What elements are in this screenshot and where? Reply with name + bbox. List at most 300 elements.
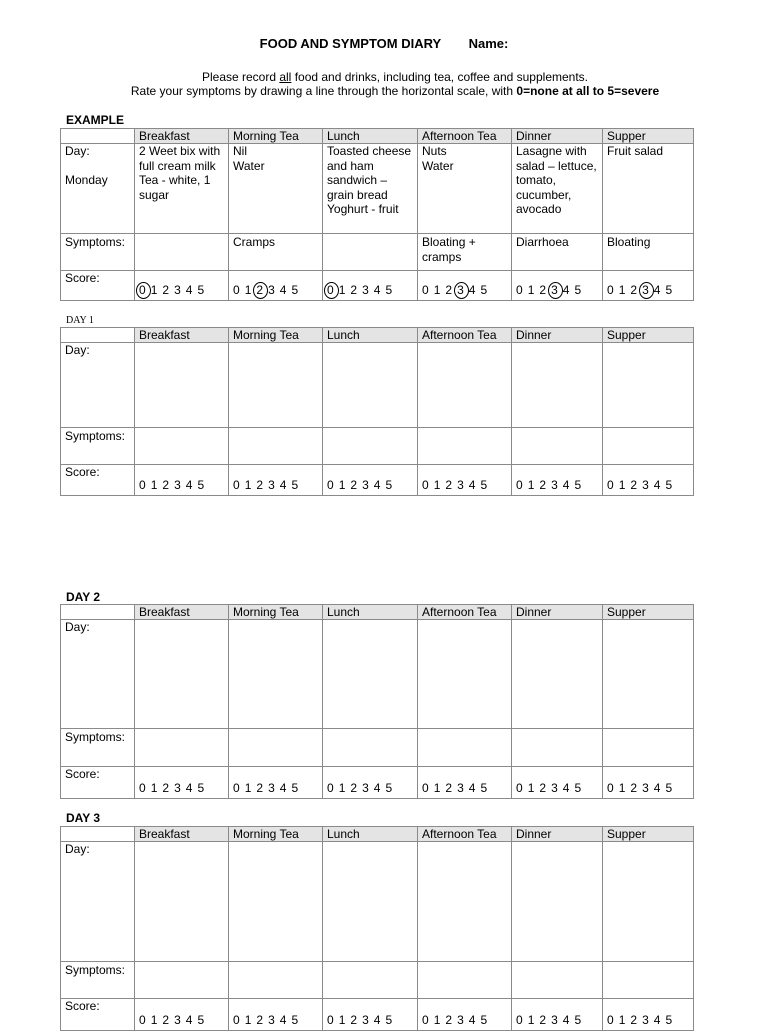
score-number-selected[interactable]: 3 bbox=[457, 283, 465, 298]
score-scale[interactable] bbox=[607, 478, 677, 493]
score-scale[interactable] bbox=[233, 781, 303, 796]
header-blank-cell bbox=[61, 827, 135, 842]
score-cell[interactable] bbox=[135, 271, 229, 301]
score-cell[interactable] bbox=[323, 465, 418, 496]
symptom-cell bbox=[229, 234, 323, 271]
score-number[interactable]: 5 bbox=[480, 283, 488, 298]
day-label: Day: bbox=[65, 144, 90, 158]
instruction-1-underlined: all bbox=[279, 70, 292, 84]
score-scale[interactable] bbox=[139, 283, 209, 298]
score-number[interactable]: 3 bbox=[642, 478, 650, 493]
column-header: Afternoon Tea bbox=[418, 827, 512, 842]
score-number[interactable]: 3 bbox=[362, 1013, 370, 1028]
column-header: Breakfast bbox=[135, 827, 229, 842]
score-number[interactable]: 4 bbox=[185, 283, 193, 298]
score-number[interactable]: 3 bbox=[642, 1013, 650, 1028]
score-scale[interactable] bbox=[233, 478, 303, 493]
score-number[interactable]: 0 bbox=[139, 781, 147, 796]
score-number[interactable]: 5 bbox=[665, 1013, 673, 1028]
food-entry-cell[interactable] bbox=[323, 343, 418, 428]
score-number[interactable]: 4 bbox=[562, 781, 570, 796]
score-cell[interactable] bbox=[512, 465, 603, 496]
score-number[interactable]: 2 bbox=[350, 1013, 358, 1028]
score-number[interactable]: 3 bbox=[551, 478, 559, 493]
food-entry-cell[interactable] bbox=[418, 620, 512, 729]
score-number[interactable]: 2 bbox=[256, 478, 264, 493]
score-number[interactable]: 2 bbox=[350, 283, 358, 298]
symptom-entry-cell[interactable] bbox=[603, 729, 694, 767]
score-number[interactable]: 5 bbox=[480, 1013, 488, 1028]
score-number[interactable]: 3 bbox=[174, 1013, 182, 1028]
score-scale[interactable] bbox=[327, 781, 397, 796]
score-scale[interactable] bbox=[516, 781, 586, 796]
score-number[interactable]: 2 bbox=[256, 781, 264, 796]
day-row bbox=[61, 144, 694, 234]
score-number[interactable]: 5 bbox=[665, 478, 673, 493]
score-cell[interactable] bbox=[135, 465, 229, 496]
score-number[interactable]: 3 bbox=[268, 283, 276, 298]
score-number[interactable]: 2 bbox=[256, 1013, 264, 1028]
score-scale[interactable] bbox=[422, 478, 492, 493]
score-number[interactable]: 2 bbox=[630, 781, 638, 796]
score-number[interactable]: 0 bbox=[607, 781, 615, 796]
day-label-cell bbox=[61, 144, 135, 234]
score-cell[interactable] bbox=[323, 271, 418, 301]
score-scale[interactable] bbox=[139, 478, 209, 493]
symptom-entry-cell[interactable] bbox=[512, 729, 603, 767]
food-entry-cell[interactable] bbox=[229, 620, 323, 729]
score-number[interactable]: 0 bbox=[327, 478, 335, 493]
symptom-entry-cell[interactable] bbox=[229, 428, 323, 465]
score-scale[interactable] bbox=[516, 283, 586, 298]
score-number[interactable]: 4 bbox=[373, 1013, 381, 1028]
score-number[interactable]: 0 bbox=[516, 781, 524, 796]
score-number[interactable]: 4 bbox=[185, 478, 193, 493]
score-cell[interactable] bbox=[229, 465, 323, 496]
score-number[interactable]: 3 bbox=[362, 283, 370, 298]
column-header: Afternoon Tea bbox=[418, 328, 512, 343]
symptom-entry-cell[interactable] bbox=[418, 962, 512, 999]
day-1-table bbox=[60, 327, 694, 496]
score-number[interactable]: 4 bbox=[653, 1013, 661, 1028]
score-number[interactable]: 4 bbox=[468, 478, 476, 493]
score-number[interactable]: 3 bbox=[174, 781, 182, 796]
score-number[interactable]: 2 bbox=[630, 283, 638, 298]
symptom-entry-cell[interactable] bbox=[229, 962, 323, 999]
symptom-entry-cell[interactable] bbox=[135, 962, 229, 999]
symptom-text: Diarrhoea bbox=[516, 235, 569, 249]
score-number[interactable]: 2 bbox=[539, 283, 547, 298]
score-number[interactable]: 0 bbox=[516, 1013, 524, 1028]
symptom-entry-cell[interactable] bbox=[323, 729, 418, 767]
score-number[interactable]: 3 bbox=[642, 781, 650, 796]
score-number[interactable]: 1 bbox=[244, 283, 252, 298]
score-number[interactable]: 1 bbox=[338, 1013, 346, 1028]
score-number[interactable]: 5 bbox=[385, 478, 393, 493]
score-number[interactable]: 2 bbox=[445, 781, 453, 796]
score-label: Score: bbox=[61, 271, 135, 301]
score-number[interactable]: 4 bbox=[279, 781, 287, 796]
score-scale[interactable] bbox=[607, 1013, 677, 1028]
column-header: Afternoon Tea bbox=[418, 605, 512, 620]
score-number[interactable]: 1 bbox=[618, 478, 626, 493]
score-number[interactable]: 0 bbox=[422, 478, 430, 493]
instruction-line-1 bbox=[0, 70, 768, 84]
score-scale[interactable] bbox=[139, 1013, 209, 1028]
food-entry-cell[interactable] bbox=[603, 620, 694, 729]
symptom-entry-cell[interactable] bbox=[418, 729, 512, 767]
score-number[interactable]: 0 bbox=[422, 283, 430, 298]
score-number[interactable]: 5 bbox=[385, 1013, 393, 1028]
score-number[interactable]: 0 bbox=[516, 283, 524, 298]
score-number[interactable]: 4 bbox=[373, 283, 381, 298]
score-cell[interactable] bbox=[603, 999, 694, 1031]
score-number[interactable]: 3 bbox=[457, 1013, 465, 1028]
symptom-cell bbox=[603, 234, 694, 271]
symptoms-row bbox=[61, 962, 694, 999]
score-number[interactable]: 2 bbox=[162, 478, 170, 493]
score-scale[interactable] bbox=[139, 781, 209, 796]
food-entry-cell[interactable] bbox=[512, 343, 603, 428]
score-number[interactable]: 3 bbox=[174, 478, 182, 493]
score-number[interactable]: 1 bbox=[433, 1013, 441, 1028]
symptom-entry-cell[interactable] bbox=[323, 962, 418, 999]
food-entry: Water bbox=[233, 158, 265, 173]
score-number[interactable]: 1 bbox=[527, 1013, 535, 1028]
score-number[interactable]: 5 bbox=[197, 478, 205, 493]
symptoms-row bbox=[61, 729, 694, 767]
score-number[interactable]: 4 bbox=[468, 1013, 476, 1028]
score-number[interactable]: 1 bbox=[433, 781, 441, 796]
score-number[interactable]: 2 bbox=[445, 1013, 453, 1028]
symptom-text: Bloating bbox=[607, 235, 651, 249]
score-cell[interactable] bbox=[418, 465, 512, 496]
score-number[interactable]: 3 bbox=[268, 1013, 276, 1028]
score-number[interactable]: 4 bbox=[373, 478, 381, 493]
score-number[interactable]: 5 bbox=[291, 478, 299, 493]
score-number[interactable]: 2 bbox=[539, 478, 547, 493]
score-number[interactable]: 3 bbox=[551, 781, 559, 796]
score-cell[interactable] bbox=[603, 271, 694, 301]
day-label-cell bbox=[61, 343, 135, 428]
symptom-text: Bloating + cramps bbox=[422, 235, 476, 264]
score-row bbox=[61, 271, 694, 301]
score-number[interactable]: 0 bbox=[607, 283, 615, 298]
score-number[interactable]: 1 bbox=[244, 478, 252, 493]
food-entry: Lasagne with salad – lettuce, tomato, cucumber, avocado bbox=[516, 144, 597, 217]
header-blank-cell bbox=[61, 328, 135, 343]
column-header: Afternoon Tea bbox=[418, 129, 512, 144]
score-cell[interactable] bbox=[512, 271, 603, 301]
symptoms-label: Symptoms: bbox=[65, 429, 126, 443]
score-number[interactable]: 1 bbox=[338, 781, 346, 796]
score-number[interactable]: 4 bbox=[279, 283, 287, 298]
column-header: Supper bbox=[603, 827, 694, 842]
score-number[interactable]: 1 bbox=[150, 283, 158, 298]
food-cell bbox=[135, 144, 229, 234]
day-label-cell bbox=[61, 842, 135, 962]
food-entry: Fruit salad bbox=[607, 144, 664, 158]
score-number[interactable]: 2 bbox=[539, 1013, 547, 1028]
food-entry-cell[interactable] bbox=[135, 343, 229, 428]
score-number[interactable]: 3 bbox=[174, 283, 182, 298]
score-row bbox=[61, 465, 694, 496]
score-number[interactable]: 5 bbox=[480, 478, 488, 493]
score-number[interactable]: 0 bbox=[233, 781, 241, 796]
score-number[interactable]: 5 bbox=[574, 1013, 582, 1028]
score-number[interactable]: 4 bbox=[279, 478, 287, 493]
symptom-cell bbox=[323, 234, 418, 271]
symptom-entry-cell[interactable] bbox=[512, 962, 603, 999]
score-cell[interactable] bbox=[229, 271, 323, 301]
symptom-entry-cell[interactable] bbox=[323, 428, 418, 465]
score-scale[interactable] bbox=[516, 1013, 586, 1028]
symptom-entry-cell[interactable] bbox=[418, 428, 512, 465]
symptoms-label-cell bbox=[61, 729, 135, 767]
score-number[interactable]: 4 bbox=[373, 781, 381, 796]
score-number[interactable]: 0 bbox=[327, 1013, 335, 1028]
score-number[interactable]: 1 bbox=[618, 1013, 626, 1028]
score-scale[interactable] bbox=[607, 283, 677, 298]
score-number[interactable]: 4 bbox=[653, 283, 661, 298]
symptoms-label-cell bbox=[61, 234, 135, 271]
score-row bbox=[61, 999, 694, 1031]
score-number[interactable]: 0 bbox=[233, 478, 241, 493]
score-cell[interactable] bbox=[229, 767, 323, 799]
day-row bbox=[61, 620, 694, 729]
score-number[interactable]: 2 bbox=[350, 478, 358, 493]
score-scale[interactable] bbox=[327, 478, 397, 493]
score-number[interactable]: 5 bbox=[574, 478, 582, 493]
score-row bbox=[61, 767, 694, 799]
score-number[interactable]: 4 bbox=[279, 1013, 287, 1028]
score-number[interactable]: 2 bbox=[630, 1013, 638, 1028]
instruction-2-pre: Rate your symptoms by drawing a line through the horizontal scale, with bbox=[130, 84, 517, 98]
symptoms-label: Symptoms: bbox=[65, 235, 126, 249]
score-number-selected[interactable]: 0 bbox=[139, 283, 147, 298]
food-entry-cell[interactable] bbox=[512, 620, 603, 729]
column-header: Supper bbox=[603, 328, 694, 343]
instruction-1-pre: Please record bbox=[201, 70, 280, 84]
score-cell[interactable] bbox=[418, 999, 512, 1031]
score-cell[interactable] bbox=[135, 999, 229, 1031]
food-entry-cell[interactable] bbox=[418, 842, 512, 962]
score-cell[interactable] bbox=[603, 465, 694, 496]
score-number[interactable]: 0 bbox=[139, 1013, 147, 1028]
score-number[interactable]: 4 bbox=[185, 1013, 193, 1028]
score-number[interactable]: 5 bbox=[480, 781, 488, 796]
column-header: Breakfast bbox=[135, 605, 229, 620]
score-number[interactable]: 2 bbox=[162, 1013, 170, 1028]
score-cell[interactable] bbox=[512, 999, 603, 1031]
score-number[interactable]: 3 bbox=[268, 781, 276, 796]
score-number[interactable]: 5 bbox=[574, 283, 582, 298]
symptom-entry-cell[interactable] bbox=[229, 729, 323, 767]
score-number[interactable]: 5 bbox=[574, 781, 582, 796]
score-number[interactable]: 2 bbox=[350, 781, 358, 796]
title-text: FOOD AND SYMPTOM DIARY bbox=[259, 36, 441, 51]
score-number[interactable]: 4 bbox=[185, 781, 193, 796]
score-number[interactable]: 0 bbox=[139, 478, 147, 493]
score-number[interactable]: 4 bbox=[562, 478, 570, 493]
symptom-cell bbox=[135, 234, 229, 271]
score-number[interactable]: 5 bbox=[385, 283, 393, 298]
score-number[interactable]: 3 bbox=[551, 1013, 559, 1028]
score-number[interactable]: 4 bbox=[653, 478, 661, 493]
score-number[interactable]: 2 bbox=[445, 478, 453, 493]
day-2-table bbox=[60, 604, 694, 799]
score-number[interactable]: 1 bbox=[433, 478, 441, 493]
score-number[interactable]: 4 bbox=[562, 283, 570, 298]
score-scale[interactable] bbox=[516, 478, 586, 493]
score-number[interactable]: 5 bbox=[197, 781, 205, 796]
score-number[interactable]: 0 bbox=[233, 283, 241, 298]
header-row bbox=[61, 827, 694, 842]
score-number[interactable]: 5 bbox=[291, 283, 299, 298]
score-number[interactable]: 1 bbox=[527, 283, 535, 298]
score-scale[interactable] bbox=[422, 283, 492, 298]
score-number[interactable]: 4 bbox=[468, 283, 476, 298]
score-number[interactable]: 0 bbox=[516, 478, 524, 493]
symptoms-row bbox=[61, 234, 694, 271]
day-label-cell bbox=[61, 620, 135, 729]
score-number[interactable]: 4 bbox=[562, 1013, 570, 1028]
symptom-entry-cell[interactable] bbox=[135, 729, 229, 767]
score-number[interactable]: 0 bbox=[327, 781, 335, 796]
symptom-entry-cell[interactable] bbox=[135, 428, 229, 465]
score-cell[interactable] bbox=[229, 999, 323, 1031]
score-number-selected[interactable]: 0 bbox=[327, 283, 335, 298]
food-entry: 2 Weet bix with full cream milk bbox=[139, 144, 221, 173]
column-header: Supper bbox=[603, 605, 694, 620]
score-number[interactable]: 1 bbox=[150, 478, 158, 493]
column-header: Morning Tea bbox=[229, 129, 323, 144]
food-cell bbox=[229, 144, 323, 234]
score-number[interactable]: 4 bbox=[653, 781, 661, 796]
score-number-selected[interactable]: 3 bbox=[551, 283, 559, 298]
score-number[interactable]: 1 bbox=[338, 478, 346, 493]
score-cell[interactable] bbox=[418, 271, 512, 301]
header-blank-cell bbox=[61, 605, 135, 620]
score-cell[interactable] bbox=[323, 767, 418, 799]
score-number[interactable]: 2 bbox=[630, 478, 638, 493]
score-scale[interactable] bbox=[422, 781, 492, 796]
score-number[interactable]: 5 bbox=[665, 781, 673, 796]
symptom-cell bbox=[418, 234, 512, 271]
score-number[interactable]: 1 bbox=[527, 781, 535, 796]
day-3-table bbox=[60, 826, 694, 1031]
score-number[interactable]: 4 bbox=[468, 781, 476, 796]
score-number[interactable]: 1 bbox=[433, 283, 441, 298]
score-number[interactable]: 3 bbox=[457, 478, 465, 493]
score-scale[interactable] bbox=[327, 1013, 397, 1028]
column-header: Morning Tea bbox=[229, 605, 323, 620]
score-number[interactable]: 2 bbox=[162, 781, 170, 796]
day-2-label: DAY 2 bbox=[66, 590, 101, 604]
score-number[interactable]: 2 bbox=[162, 283, 170, 298]
score-cell[interactable] bbox=[603, 767, 694, 799]
score-cell[interactable] bbox=[418, 767, 512, 799]
food-entry: Nil bbox=[233, 144, 247, 158]
name-label: Name: bbox=[468, 36, 509, 51]
food-entry-cell[interactable] bbox=[512, 842, 603, 962]
score-number[interactable]: 3 bbox=[362, 478, 370, 493]
score-label: Score: bbox=[61, 999, 135, 1031]
food-entry: Yoghurt - fruit bbox=[327, 202, 399, 217]
score-number[interactable]: 2 bbox=[539, 781, 547, 796]
header-row bbox=[61, 328, 694, 343]
symptom-entry-cell[interactable] bbox=[603, 428, 694, 465]
score-cell[interactable] bbox=[323, 999, 418, 1031]
score-number[interactable]: 5 bbox=[197, 283, 205, 298]
header-blank-cell bbox=[61, 129, 135, 144]
score-number-selected[interactable]: 3 bbox=[642, 283, 650, 298]
score-number[interactable]: 1 bbox=[527, 478, 535, 493]
score-number[interactable]: 1 bbox=[338, 283, 346, 298]
score-scale[interactable] bbox=[422, 1013, 492, 1028]
score-number[interactable]: 3 bbox=[457, 781, 465, 796]
score-number[interactable]: 5 bbox=[665, 283, 673, 298]
score-number[interactable]: 3 bbox=[362, 781, 370, 796]
food-entry-cell[interactable] bbox=[135, 620, 229, 729]
score-scale[interactable] bbox=[233, 283, 303, 298]
food-entry-cell[interactable] bbox=[323, 842, 418, 962]
food-entry-cell[interactable] bbox=[603, 343, 694, 428]
day-label: Day: bbox=[65, 842, 90, 856]
score-scale[interactable] bbox=[607, 781, 677, 796]
food-entry-cell[interactable] bbox=[603, 842, 694, 962]
score-number[interactable]: 1 bbox=[244, 781, 252, 796]
food-entry-cell[interactable] bbox=[418, 343, 512, 428]
day-row bbox=[61, 343, 694, 428]
score-number[interactable]: 0 bbox=[422, 781, 430, 796]
symptom-entry-cell[interactable] bbox=[512, 428, 603, 465]
score-number[interactable]: 1 bbox=[618, 283, 626, 298]
score-number[interactable]: 3 bbox=[268, 478, 276, 493]
score-number[interactable]: 0 bbox=[607, 478, 615, 493]
symptom-entry-cell[interactable] bbox=[603, 962, 694, 999]
score-number[interactable]: 0 bbox=[233, 1013, 241, 1028]
score-cell[interactable] bbox=[135, 767, 229, 799]
food-entry-cell[interactable] bbox=[135, 842, 229, 962]
column-header: Breakfast bbox=[135, 129, 229, 144]
score-number[interactable]: 1 bbox=[244, 1013, 252, 1028]
score-number[interactable]: 0 bbox=[422, 1013, 430, 1028]
food-entry-cell[interactable] bbox=[229, 343, 323, 428]
score-number[interactable]: 5 bbox=[385, 781, 393, 796]
score-cell[interactable] bbox=[512, 767, 603, 799]
day-3-label: DAY 3 bbox=[66, 811, 101, 825]
score-scale[interactable] bbox=[233, 1013, 303, 1028]
column-header: Dinner bbox=[512, 328, 603, 343]
score-scale[interactable] bbox=[327, 283, 397, 298]
score-number[interactable]: 5 bbox=[291, 1013, 299, 1028]
food-entry-cell[interactable] bbox=[229, 842, 323, 962]
score-number[interactable]: 2 bbox=[445, 283, 453, 298]
instruction-line-2 bbox=[0, 84, 768, 98]
score-number[interactable]: 5 bbox=[197, 1013, 205, 1028]
column-header: Supper bbox=[603, 129, 694, 144]
score-number-selected[interactable]: 2 bbox=[256, 283, 264, 298]
score-number[interactable]: 1 bbox=[150, 1013, 158, 1028]
column-header: Morning Tea bbox=[229, 328, 323, 343]
score-number[interactable]: 5 bbox=[291, 781, 299, 796]
score-number[interactable]: 1 bbox=[618, 781, 626, 796]
instruction-2-bold: 0=none at all to 5=severe bbox=[516, 84, 660, 98]
score-number[interactable]: 0 bbox=[607, 1013, 615, 1028]
score-number[interactable]: 1 bbox=[150, 781, 158, 796]
food-entry-cell[interactable] bbox=[323, 620, 418, 729]
